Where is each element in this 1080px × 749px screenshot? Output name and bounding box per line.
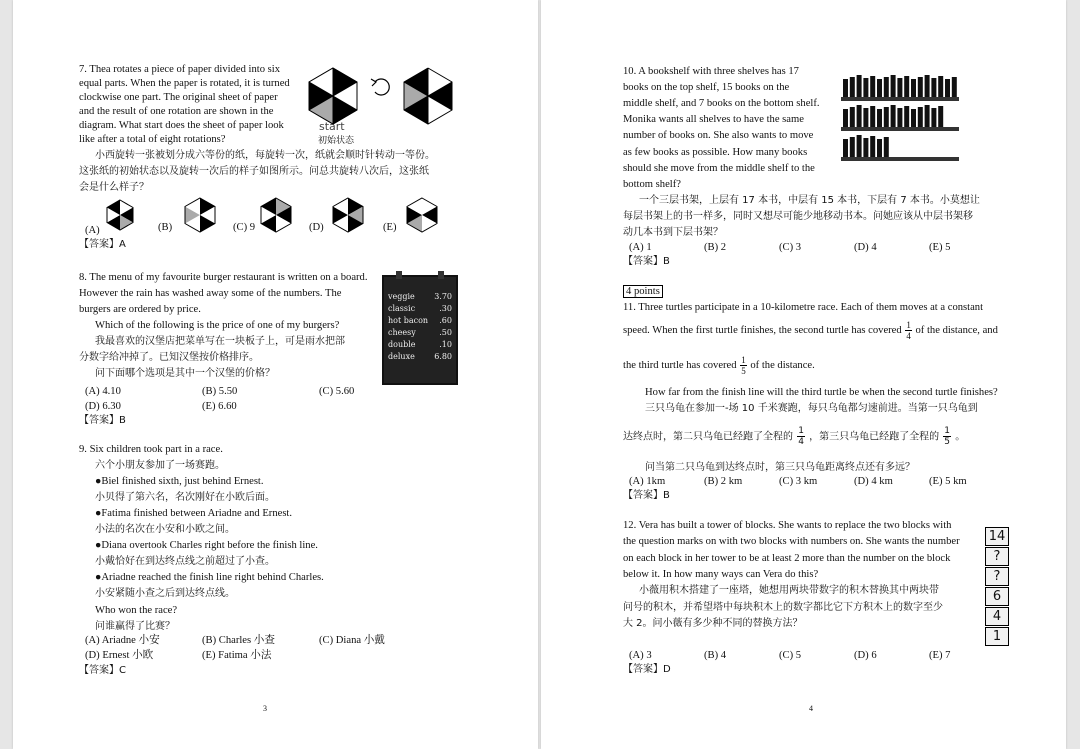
book xyxy=(843,109,848,127)
q12-text: the question marks on with two blocks with numbers on. She wants the number xyxy=(623,536,960,547)
menu-item-name: veggie xyxy=(388,292,415,301)
fraction-denominator: 4 xyxy=(798,437,804,447)
q11-text: 11. Three turtles participate in a 10-kilometre race. Each of them moves at a constant xyxy=(623,302,984,313)
q9-clue: ●Diana overtook Charles right before the finish line. xyxy=(95,540,318,551)
q12-answer: 【答案】D xyxy=(623,664,671,675)
option-a-hexagon xyxy=(103,198,137,232)
book xyxy=(850,137,855,157)
q10-text: as few books as possible. How many books xyxy=(623,147,808,158)
book xyxy=(884,77,889,97)
q10-text: middle shelf, and 7 books on the bottom shelf. xyxy=(623,98,820,109)
option-e: (E) 5 xyxy=(929,242,951,253)
q11-text: of the distance. xyxy=(750,359,815,371)
q7-rotated-hexagon xyxy=(398,66,458,126)
q11-text: the third turtle has covered xyxy=(623,359,737,371)
section-label xyxy=(623,284,663,300)
bookshelf-illustration xyxy=(841,72,959,162)
q10-text-cn: 一个三层书架，上层有 17 本书，中层有 15 本书，下层有 7 本书。小莫想让 xyxy=(639,195,980,206)
tower-block: 1 xyxy=(985,627,1009,646)
q10-text: number of books on. She also wants to move xyxy=(623,130,814,141)
q10-text-cn: 动几本书到下层书架？ xyxy=(623,227,723,238)
menu-item-price: 3.70 xyxy=(434,292,452,301)
fraction-numerator: 1 xyxy=(798,426,804,436)
option-e: (E) 7 xyxy=(929,650,951,661)
q9-clue-cn: 小贝得了第六名，名次刚好在小欧后面。 xyxy=(95,492,275,503)
book xyxy=(857,75,862,97)
book xyxy=(843,139,848,157)
book xyxy=(857,105,862,127)
q9-text: 9. Six children took part in a race. xyxy=(79,444,223,455)
q11-text-cn: 。 xyxy=(955,431,966,443)
book xyxy=(877,109,882,127)
option-b: (B) 4 xyxy=(704,650,727,661)
book xyxy=(931,108,936,127)
q8-text-cn: 问下面哪个选项是其中一个汉堡的价格？ xyxy=(95,368,275,379)
book xyxy=(870,136,875,157)
q7-text-cn: 会是什么样子？ xyxy=(79,182,149,193)
option-d-hexagon xyxy=(329,196,367,234)
option-b: (B) Charles 小查 xyxy=(202,635,275,646)
option-e: (E) xyxy=(383,222,397,233)
option-d: (D) 4 km xyxy=(854,476,893,487)
section-label-text: 4 points xyxy=(623,285,663,298)
book xyxy=(918,77,923,97)
option-a: (A) xyxy=(85,225,100,236)
q7-text-cn: 这张纸的初始状态以及旋转一次后的样子如图所示。问总共旋转八次后，这张纸 xyxy=(79,166,429,177)
fraction-denominator: 4 xyxy=(906,331,911,341)
book xyxy=(877,139,882,157)
q11-text: of the distance, and xyxy=(915,324,998,336)
book xyxy=(925,75,930,97)
option-e: (E) 5 km xyxy=(929,476,967,487)
q11-line3 xyxy=(623,355,815,376)
option-e: (E) 6.60 xyxy=(202,401,237,412)
page-number: 4 xyxy=(809,704,813,713)
option-b: (B) 2 xyxy=(704,242,727,253)
q7-text: diagram. What start does the sheet of paper look xyxy=(79,120,284,131)
q7-text: equal parts. When the paper is rotated, it is turned xyxy=(79,78,290,89)
option-b: (B) xyxy=(158,222,173,233)
fraction-numerator: 1 xyxy=(906,320,911,330)
fraction-one-fifth xyxy=(740,355,747,376)
book xyxy=(952,77,957,97)
option-e-hexagon xyxy=(403,196,441,234)
book xyxy=(870,106,875,127)
option-a: (A) Ariadne 小安 xyxy=(85,635,160,646)
q10-text: books on the top shelf, 15 books on the xyxy=(623,82,790,93)
q10-text-cn: 每层书架上的书一样多，同时又想尽可能少地移动书本。问她应该从中层书架移 xyxy=(623,211,973,222)
menu-item-price: .60 xyxy=(439,316,452,325)
option-b: (B) 2 km xyxy=(704,476,743,487)
fraction-one-fifth xyxy=(943,426,951,447)
book xyxy=(863,78,868,97)
tower-block: 6 xyxy=(985,587,1009,606)
option-c: (C) 5.60 xyxy=(319,386,355,397)
q11-text: speed. When the first turtle finishes, the second turtle has covered xyxy=(623,324,902,336)
book xyxy=(850,77,855,97)
option-c: (C) 3 km xyxy=(779,476,818,487)
tower-block: 14 xyxy=(985,527,1009,546)
option-b-hexagon xyxy=(181,196,219,234)
page-right xyxy=(541,0,1066,749)
q8-question: Which of the following is the price of one of my burgers? xyxy=(95,320,340,331)
book xyxy=(870,76,875,97)
q7-text: like after a total of eight rotations? xyxy=(79,134,226,145)
book xyxy=(938,76,943,97)
book xyxy=(925,105,930,127)
q9-text-cn: 六个小朋友参加了一场赛跑。 xyxy=(95,460,225,471)
q11-text-cn: 达终点时，第二只乌龟已经跑了全程的 xyxy=(623,431,793,443)
q9-question-cn: 问谁赢得了比赛？ xyxy=(95,621,175,632)
q11-question: How far from the finish line will the third turtle be when the second turtle finishes? xyxy=(645,387,998,398)
q9-question: Who won the race? xyxy=(95,605,178,616)
fraction-one-quarter xyxy=(905,320,912,341)
q12-text: on each block in her tower to be at least 2 more than the number on the block xyxy=(623,553,951,564)
page-left xyxy=(13,0,538,749)
book xyxy=(863,108,868,127)
start-label: start xyxy=(319,120,345,133)
option-d: (D) 4 xyxy=(854,242,877,253)
q9-clue-cn: 小戴恰好在到达终点线之前超过了小查。 xyxy=(95,556,275,567)
book xyxy=(884,137,889,157)
menu-item-price: .50 xyxy=(439,328,452,337)
q8-answer: 【答案】B xyxy=(79,415,126,426)
option-d: (D) Ernest 小欧 xyxy=(85,650,154,661)
menu-item-name: cheesy xyxy=(388,328,416,337)
book xyxy=(904,106,909,127)
fraction-one-quarter xyxy=(797,426,805,447)
book xyxy=(843,79,848,97)
menu-item-price: .10 xyxy=(439,340,452,349)
fraction-numerator: 1 xyxy=(741,355,746,365)
book xyxy=(857,135,862,157)
q11-line-cn xyxy=(623,426,965,447)
q7-text: and the result of one rotation are shown in the xyxy=(79,106,274,117)
q7-start-hexagon xyxy=(303,66,363,126)
book xyxy=(911,109,916,127)
q8-text-cn: 分数字给冲掉了。已知汉堡按价格排序。 xyxy=(79,352,259,363)
option-d: (D) 6 xyxy=(854,650,877,661)
book xyxy=(891,105,896,127)
q8-text-cn: 我最喜欢的汉堡店把菜单写在一块板子上，可是雨水把部 xyxy=(95,336,345,347)
book xyxy=(897,108,902,127)
q11-question-cn: 问当第二只乌龟到达终点时，第三只乌龟距离终点还有多远？ xyxy=(645,462,915,473)
q7-text: 7. Thea rotates a piece of paper divided into six xyxy=(79,64,281,75)
book xyxy=(863,138,868,157)
q9-clue-cn: 小安紧随小查之后到达终点线。 xyxy=(95,588,235,599)
fraction-numerator: 1 xyxy=(944,426,951,436)
q10-text: should she move from the middle shelf to the xyxy=(623,163,815,174)
fraction-denominator: 5 xyxy=(741,366,746,376)
book xyxy=(877,79,882,97)
fraction-denominator: 5 xyxy=(944,437,951,447)
q10-text: bottom shelf? xyxy=(623,179,681,190)
tower-block: 4 xyxy=(985,607,1009,626)
option-a: (A) 4.10 xyxy=(85,386,121,397)
q7-text: clockwise one part. The original sheet of paper xyxy=(79,92,278,103)
menu-item-price: 6.80 xyxy=(434,352,452,361)
q9-clue: ●Ariadne reached the finish line right behind Charles. xyxy=(95,572,324,583)
option-a: (A) 3 xyxy=(629,650,652,661)
menu-board xyxy=(382,275,458,385)
option-d: (D) xyxy=(309,222,324,233)
book xyxy=(850,107,855,127)
option-c: (C) 9 xyxy=(233,222,256,233)
q12-text-cn: 问号的积木，并希望塔中每块积木上的数字都比它下方积木上的数字至少 xyxy=(623,602,943,613)
q12-text-cn: 大 2。问小薇有多少种不同的替换方法？ xyxy=(623,618,803,629)
q9-clue-cn: 小法的名次在小安和小欧之间。 xyxy=(95,524,235,535)
q9-answer: 【答案】C xyxy=(79,665,126,676)
start-label-cn: 初始状态 xyxy=(318,136,355,146)
menu-item-name: deluxe xyxy=(388,352,415,361)
option-c: (C) 5 xyxy=(779,650,802,661)
q11-text-cn: ，第三只乌龟已经跑了全程的 xyxy=(809,431,940,443)
book xyxy=(931,78,936,97)
q8-text: burgers are ordered by price. xyxy=(79,304,201,315)
q12-text-cn: 小薇用积木搭建了一座塔，她想用两块带数字的积木替换其中两块带 xyxy=(639,585,939,596)
option-e: (E) Fatima 小法 xyxy=(202,650,272,661)
menu-item-name: hot bacon xyxy=(388,316,429,325)
q10-answer: 【答案】B xyxy=(623,256,670,267)
q11-answer: 【答案】B xyxy=(623,490,670,501)
tower-block-question: ? xyxy=(985,567,1009,586)
q10-text: 10. A bookshelf with three shelves has 17 xyxy=(623,66,799,77)
book xyxy=(938,106,943,127)
q12-text: below it. In how many ways can Vera do this? xyxy=(623,569,819,580)
book xyxy=(884,107,889,127)
option-a: (A) 1km xyxy=(629,476,666,487)
q9-clue: ●Fatima finished between Ariadne and Ernest. xyxy=(95,508,293,519)
book xyxy=(897,78,902,97)
q10-text: Monika wants all shelves to have the same xyxy=(623,114,804,125)
option-c-hexagon xyxy=(257,196,295,234)
q7-text-cn: 小西旋转一张被划分成六等份的纸，每旋转一次，纸就会顺时针转动一等份。 xyxy=(95,150,435,161)
q8-text: 8. The menu of my favourite burger restaurant is written on a board. xyxy=(79,272,368,283)
book xyxy=(891,75,896,97)
q7-answer: 【答案】A xyxy=(79,239,126,250)
q11-line2 xyxy=(623,320,998,341)
menu-item-name: double xyxy=(388,340,416,349)
page-number: 3 xyxy=(263,704,267,713)
book xyxy=(918,107,923,127)
option-b: (B) 5.50 xyxy=(202,386,238,397)
q9-clue: ●Biel finished sixth, just behind Ernest. xyxy=(95,476,264,487)
book xyxy=(904,76,909,97)
menu-item-price: .30 xyxy=(439,304,452,313)
option-c: (C) 3 xyxy=(779,242,802,253)
rotate-arrow-icon xyxy=(369,72,393,102)
q11-text-cn: 三只乌龟在参加一-场 10 千米赛跑，每只乌龟都匀速前进。当第一只乌龟到 xyxy=(645,403,978,414)
q12-text: 12. Vera has built a tower of blocks. She wants to replace the two blocks with xyxy=(623,520,952,531)
q8-text: However the rain has washed away some of the numbers. The xyxy=(79,288,342,299)
menu-item-name: classic xyxy=(388,304,416,313)
tower-block-question: ? xyxy=(985,547,1009,566)
option-a: (A) 1 xyxy=(629,242,652,253)
book xyxy=(945,79,950,97)
book xyxy=(911,79,916,97)
option-d: (D) 6.30 xyxy=(85,401,121,412)
option-c: (C) Diana 小戴 xyxy=(319,635,385,646)
block-tower xyxy=(985,527,1009,646)
